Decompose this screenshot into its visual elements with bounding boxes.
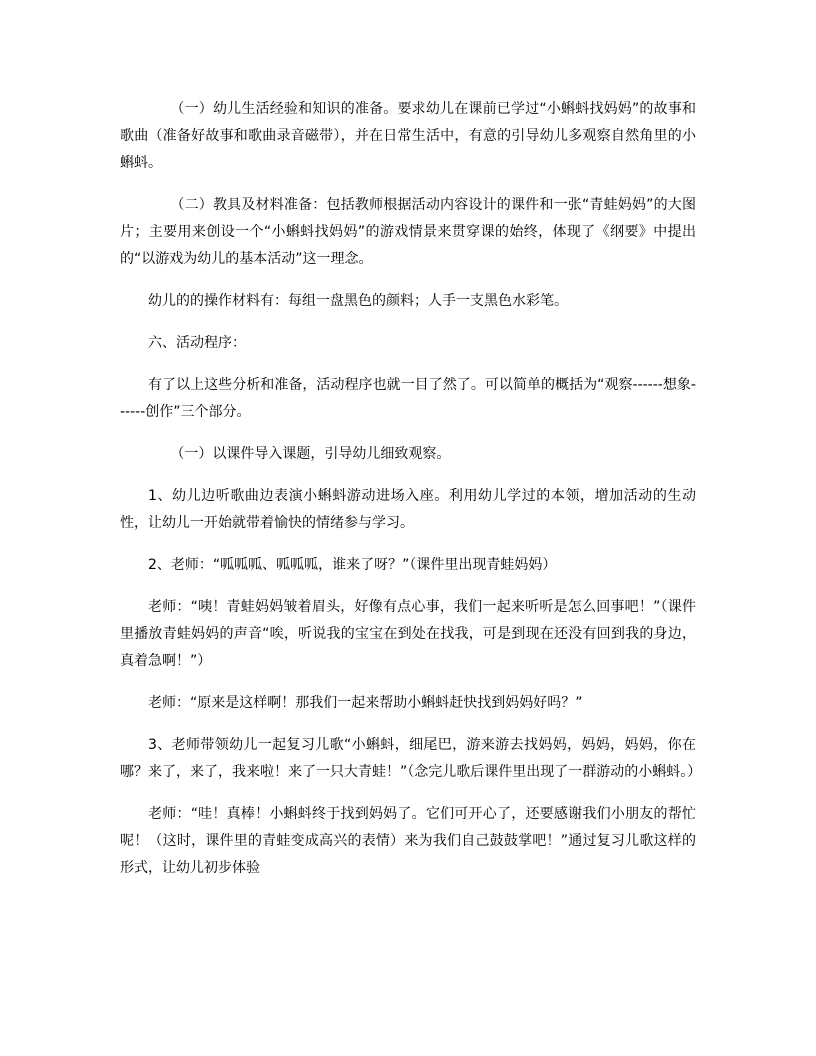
subheading-courseware-introduction: （一）以课件导入课题，引导幼儿细致观察。 [170, 446, 451, 462]
paragraph-teacher-dialogue-3: 老师：“哇！真棒！小蝌蚪终于找到妈妈了。它们可开心了，还要感谢我们小朋友的帮忙呢！（这时，课件里的青蛙变成高兴的表情）来为我们自己鼓鼓掌吧！”通过复习儿歌这样的形式，让幼儿初步体验 [120, 806, 696, 876]
section-heading-activity-procedure: 六、活动程序： [148, 335, 246, 351]
paragraph-step-3: 3、老师带领幼儿一起复习儿歌“小蝌蚪，细尾巴，游来游去找妈妈，妈妈，妈妈，你在哪？来了，来了，我来啦！来了一只大青蛙！”（念完儿歌后课件里出现了一群游动的小蝌蚪。） [120, 737, 702, 780]
paragraph-step-1: 1、幼儿边听歌曲边表演小蝌蚪游动进场入座。利用幼儿学过的本领，增加活动的生动性，让幼儿一开始就带着愉快的情绪参与学习。 [120, 488, 696, 531]
document-body [120, 96, 702, 897]
paragraph-material-prep-experience: （一）幼儿生活经验和知识的准备。要求幼儿在课前已学过“小蝌蚪找妈妈”的故事和歌曲（准备好故事和歌曲录音磁带），并在日常生活中，有意的引导幼儿多观察自然角里的小蝌蚪。 [120, 101, 696, 171]
paragraph-material-prep-teaching-aids: （二）教具及材料准备：包括教师根据活动内容设计的课件和一张“青蛙妈妈”的大图片；主要用来创设一个“小蝌蚪找妈妈”的游戏情景来贯穿课的始终，体现了《纲要》中提出的“以游戏为幼儿的基本活动”这一理念。 [120, 197, 696, 267]
paragraph-procedure-summary: 有了以上这些分析和准备，活动程序也就一目了然了。可以简单的概括为“观察------想象------创作”三个部分。 [120, 377, 696, 420]
paragraph-step-2: 2、老师：“呱呱呱、呱呱呱，谁来了呀？”（课件里出现青蛙妈妈） [148, 557, 557, 573]
paragraph-teacher-dialogue-2: 老师：“原来是这样啊！那我们一起来帮助小蝌蚪赶快找到妈妈好吗？” [148, 695, 583, 711]
paragraph-child-materials: 幼儿的的操作材料有：每组一盘黑色的颜料；人手一支黑色水彩笔。 [148, 293, 568, 309]
paragraph-teacher-dialogue-1: 老师：“咦！青蛙妈妈皱着眉头，好像有点心事，我们一起来听听是怎么回事吧！”（课件里播放青蛙妈妈的声音“唉，听说我的宝宝在到处在找我，可是到现在还没有回到我的身边，真着急啊！”） [120, 599, 696, 669]
